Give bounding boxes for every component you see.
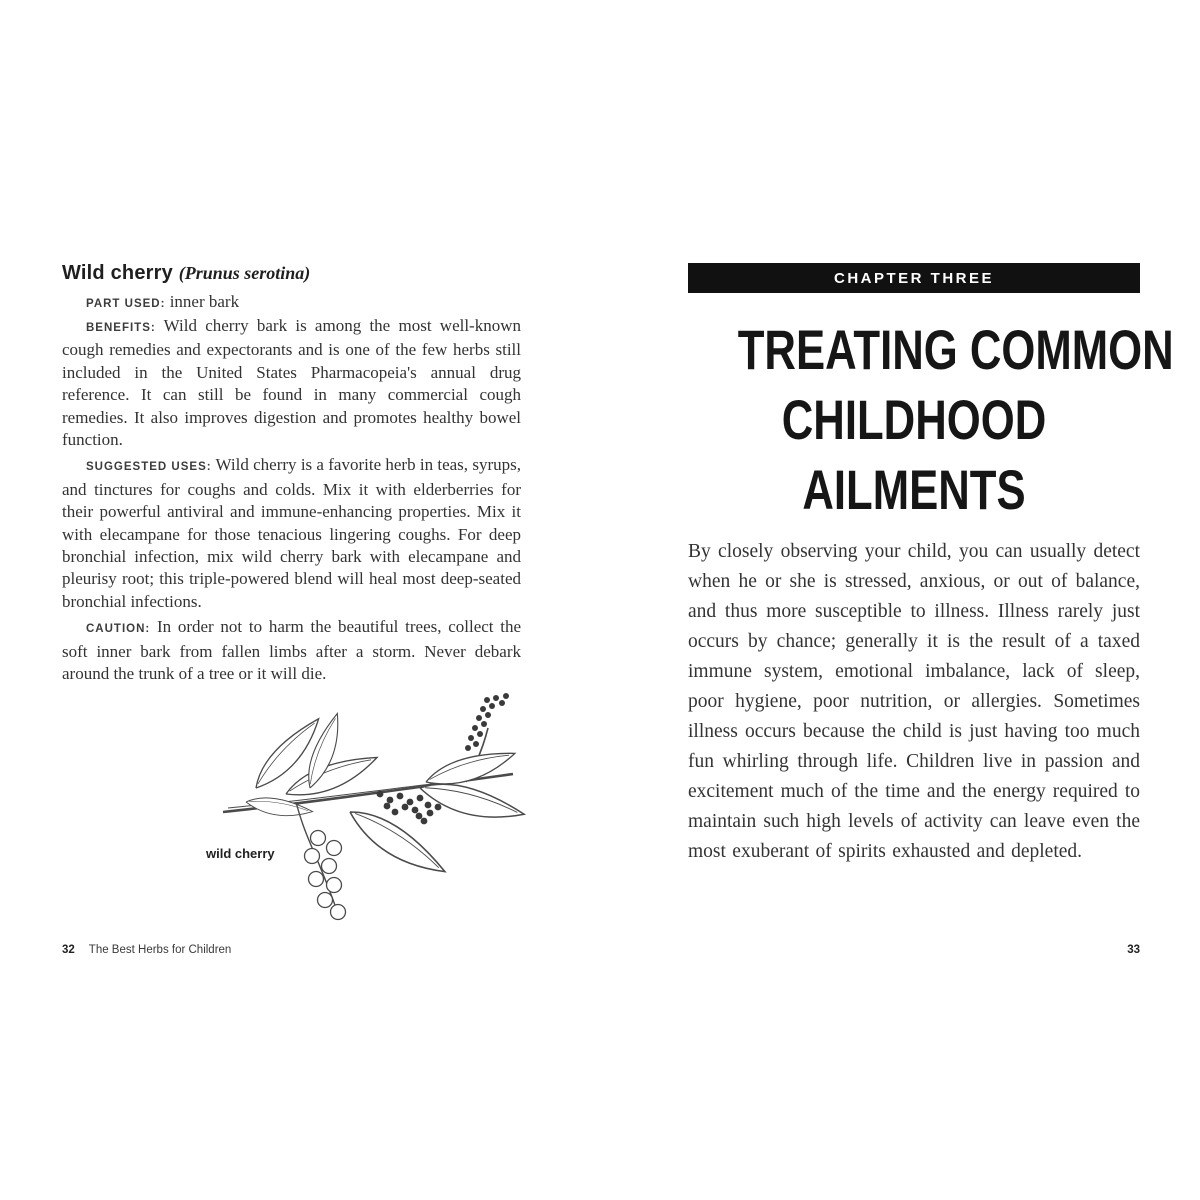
right-page: [688, 263, 1174, 887]
left-page: [62, 262, 521, 686]
part-used-value: inner bark: [169, 292, 240, 311]
right-page-footer: [688, 944, 1140, 956]
herb-title: [62, 262, 521, 285]
caution-text: In order not to harm the beautiful trees, collect the soft inner bark from fallen limbs after a storm. Never debark around the trunk of a tree or it will die.: [62, 617, 522, 684]
part-used-label: PART USED:: [86, 298, 166, 310]
chapter-intro-paragraph: By closely observing your child, you can usually detect when he or she is stressed, anxious, or out of balance, and thus more susceptible to illness. Illness rarely just occurs by chance; generally it is the result of a taxed immune system, emotional imbalance, lack of sleep, poor hygiene, poor nutrition, or allergies. Sometimes illness occurs because the child is just having too much fun whirling through life. Children live in passion and excitement much of the time and the energy required to maintain such high levels of activity can leave even the most exuberant of spirits exhausted and depleted.: [688, 541, 1140, 862]
book-title-running-footer: The Best Herbs for Children: [88, 944, 232, 956]
right-page-number: 33: [1127, 944, 1140, 956]
wild-cherry-illustration: [168, 690, 536, 922]
caution-label: CAUTION:: [86, 623, 151, 636]
herb-latin-name: (Prunus serotina): [178, 263, 311, 283]
illustration-caption: wild cherry: [206, 846, 275, 861]
chapter-heading-line-1: TREATING COMMON: [737, 318, 1174, 381]
benefits-label: BENEFITS:: [86, 322, 156, 334]
chapter-heading-line-3: AILMENTS: [802, 458, 1026, 521]
flower-spike: [465, 693, 509, 751]
suggested-uses-label: SUGGESTED USES:: [86, 461, 212, 474]
caution-paragraph: [62, 616, 521, 685]
left-page-footer: [62, 944, 231, 956]
benefits-paragraph: [62, 315, 521, 451]
chapter-label: CHAPTER THREE: [833, 269, 994, 287]
chapter-heading: [737, 315, 1174, 525]
benefits-text: Wild cherry bark is among the most well-known cough remedies and expectorants and is one of the few herbs still included in the United States Pharmacopeia's annual drug reference. It can still be found in many commercial cough remedies. It also improves digestion and promotes healthy bowel function.: [62, 316, 521, 450]
suggested-uses-paragraph: [62, 454, 521, 613]
left-page-number: 32: [62, 944, 75, 956]
chapter-heading-line-2: CHILDHOOD: [781, 388, 1047, 451]
part-used-line: [62, 291, 521, 315]
chapter-bar: [688, 263, 1140, 293]
herb-name: Wild cherry: [62, 262, 173, 284]
suggested-uses-text: Wild cherry is a favorite herb in teas, syrups, and tinctures for coughs and colds. Mix it with elderberries for their powerful antiviral and immune-enhancing properties. Mix it with elecampane for those tenacious lingering coughs. For deep bronchial infection, mix wild cherry bark with elecampane and pleurisy root; this triple-powered blend will heal most deep-seated bronchial infections.: [62, 455, 521, 611]
